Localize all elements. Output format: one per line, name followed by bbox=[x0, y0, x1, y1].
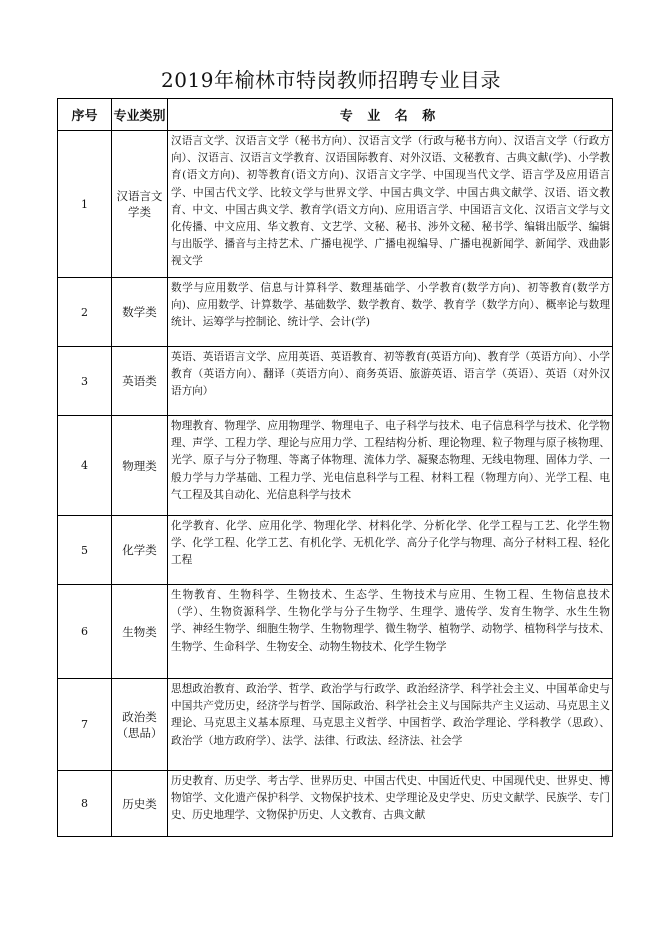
table-row bbox=[58, 516, 613, 585]
row-majors: 思想政治教育、政治学、哲学、政治学与行政学、政治经济学、科学社会主义、中国革命史与中国共产党历史，经济学与哲学、国际政治、科学社会主义与国际共产主义运动、马克思主义理论、马克思主义基本原理、马克思主义哲学、中国哲学、政治学理论、学科教学（思政）、政治学（地方政府学）、法学、法律、行政法、经济法、社会学 bbox=[168, 679, 613, 771]
row-majors: 数学与应用数学、信息与计算科学、数理基础学、小学教育(数学方向)、初等教育(数学方向)、应用数学、计算数学、基础数学、数学教育、数学、教育学（数学方向）、概率论与数理统计、运筹学与控制论、统计学、会计(学) bbox=[168, 278, 613, 347]
table-row bbox=[58, 416, 613, 516]
row-majors: 物理教育、物理学、应用物理学、物理电子、电子科学与技术、电子信息科学与技术、化学物理、声学、工程力学、理论与应用力学、工程结构分析、理论物理、粒子物理与原子核物理、光学、原子与分子物理、等离子体物理、流体力学、凝聚态物理、无线电物理、固体力学、一般力学与力学基础、工程力学、光电信息科学与工程、材料工程（物理方向）、光学工程、电气工程及其自动化、光信息科学与技术 bbox=[168, 416, 613, 516]
row-number: 1 bbox=[58, 131, 112, 278]
row-number: 4 bbox=[58, 416, 112, 516]
majors-table bbox=[57, 98, 613, 837]
row-number: 5 bbox=[58, 516, 112, 585]
header-category: 专业类别 bbox=[112, 99, 168, 131]
row-majors: 生物教育、生物科学、生物技术、生态学、生物技术与应用、生物工程、生物信息技术（学）、生物资源科学、生物化学与分子生物学、生理学、遗传学、发育生物学、水生生物学、神经生物学、细胞生物学、生物物理学、微生物学、植物学、动物学、植物科学与技术、生物学、生命科学、生物安全、动物生物技术、化学生物学 bbox=[168, 585, 613, 679]
row-majors: 英语、英语语言文学、应用英语、英语教育、初等教育(英语方向)、教育学（英语方向）、小学教育（英语方向）、翻译（英语方向）、商务英语、旅游英语、语言学（英语）、英语（对外汉语方向） bbox=[168, 347, 613, 416]
table-row bbox=[58, 278, 613, 347]
row-category: 汉语言文学类 bbox=[112, 131, 168, 278]
table-row bbox=[58, 771, 613, 837]
row-category: 历史类 bbox=[112, 771, 168, 837]
header-serial: 序号 bbox=[58, 99, 112, 131]
page-title: 2019年榆林市特岗教师招聘专业目录 bbox=[161, 68, 501, 92]
row-number: 2 bbox=[58, 278, 112, 347]
table-row bbox=[58, 347, 613, 416]
row-number: 7 bbox=[58, 679, 112, 771]
row-majors: 汉语言文学、汉语言文学（秘书方向）、汉语言文学（行政与秘书方向）、汉语言文学（行政方向）、汉语言、汉语言文学教育、汉语国际教育、对外汉语、文秘教育、古典文献(学)、小学教育(语文方向)、初等教育(语文方向)、汉语言文字学、中国现当代文学、语言学及应用语言学、中国古代文学、比较文学与世界文学、中国古典文学、中国古典文献学、汉语、语文教育、中文、中国古典文学、教育学(语文方向)、应用语言学、中国语言文化、汉语言文学与文化传播、中文应用、华文教育、文艺学、文秘、秘书、涉外文秘、秘书学、编辑出版学、编辑与出版学、播音与主持艺术、广播电视学、广播电视编导、广播电视新闻学、新闻学、戏曲影视文学 bbox=[168, 131, 613, 278]
row-number: 6 bbox=[58, 585, 112, 679]
row-category: 数学类 bbox=[112, 278, 168, 347]
header-major-names: 专 业 名 称 bbox=[168, 99, 613, 131]
row-number: 3 bbox=[58, 347, 112, 416]
row-category: 化学类 bbox=[112, 516, 168, 585]
row-majors: 历史教育、历史学、考古学、世界历史、中国古代史、中国近代史、中国现代史、世界史、博物馆学、文化遗产保护科学、文物保护技术、史学理论及史学史、历史文献学、民族学、专门史、历史地理学、文物保护历史、人文教育、古典文献 bbox=[168, 771, 613, 837]
row-category: 英语类 bbox=[112, 347, 168, 416]
row-category: 物理类 bbox=[112, 416, 168, 516]
row-number: 8 bbox=[58, 771, 112, 837]
table-row bbox=[58, 585, 613, 679]
row-majors: 化学教育、化学、应用化学、物理化学、材料化学、分析化学、化学工程与工艺、化学生物学、化学工程、化学工艺、有机化学、无机化学、高分子化学与物理、高分子材料工程、轻化工程 bbox=[168, 516, 613, 585]
table-header-row bbox=[58, 99, 613, 131]
table-row bbox=[58, 679, 613, 771]
table-row bbox=[58, 131, 613, 278]
row-category: 生物类 bbox=[112, 585, 168, 679]
row-category: 政治类（思品） bbox=[112, 679, 168, 771]
